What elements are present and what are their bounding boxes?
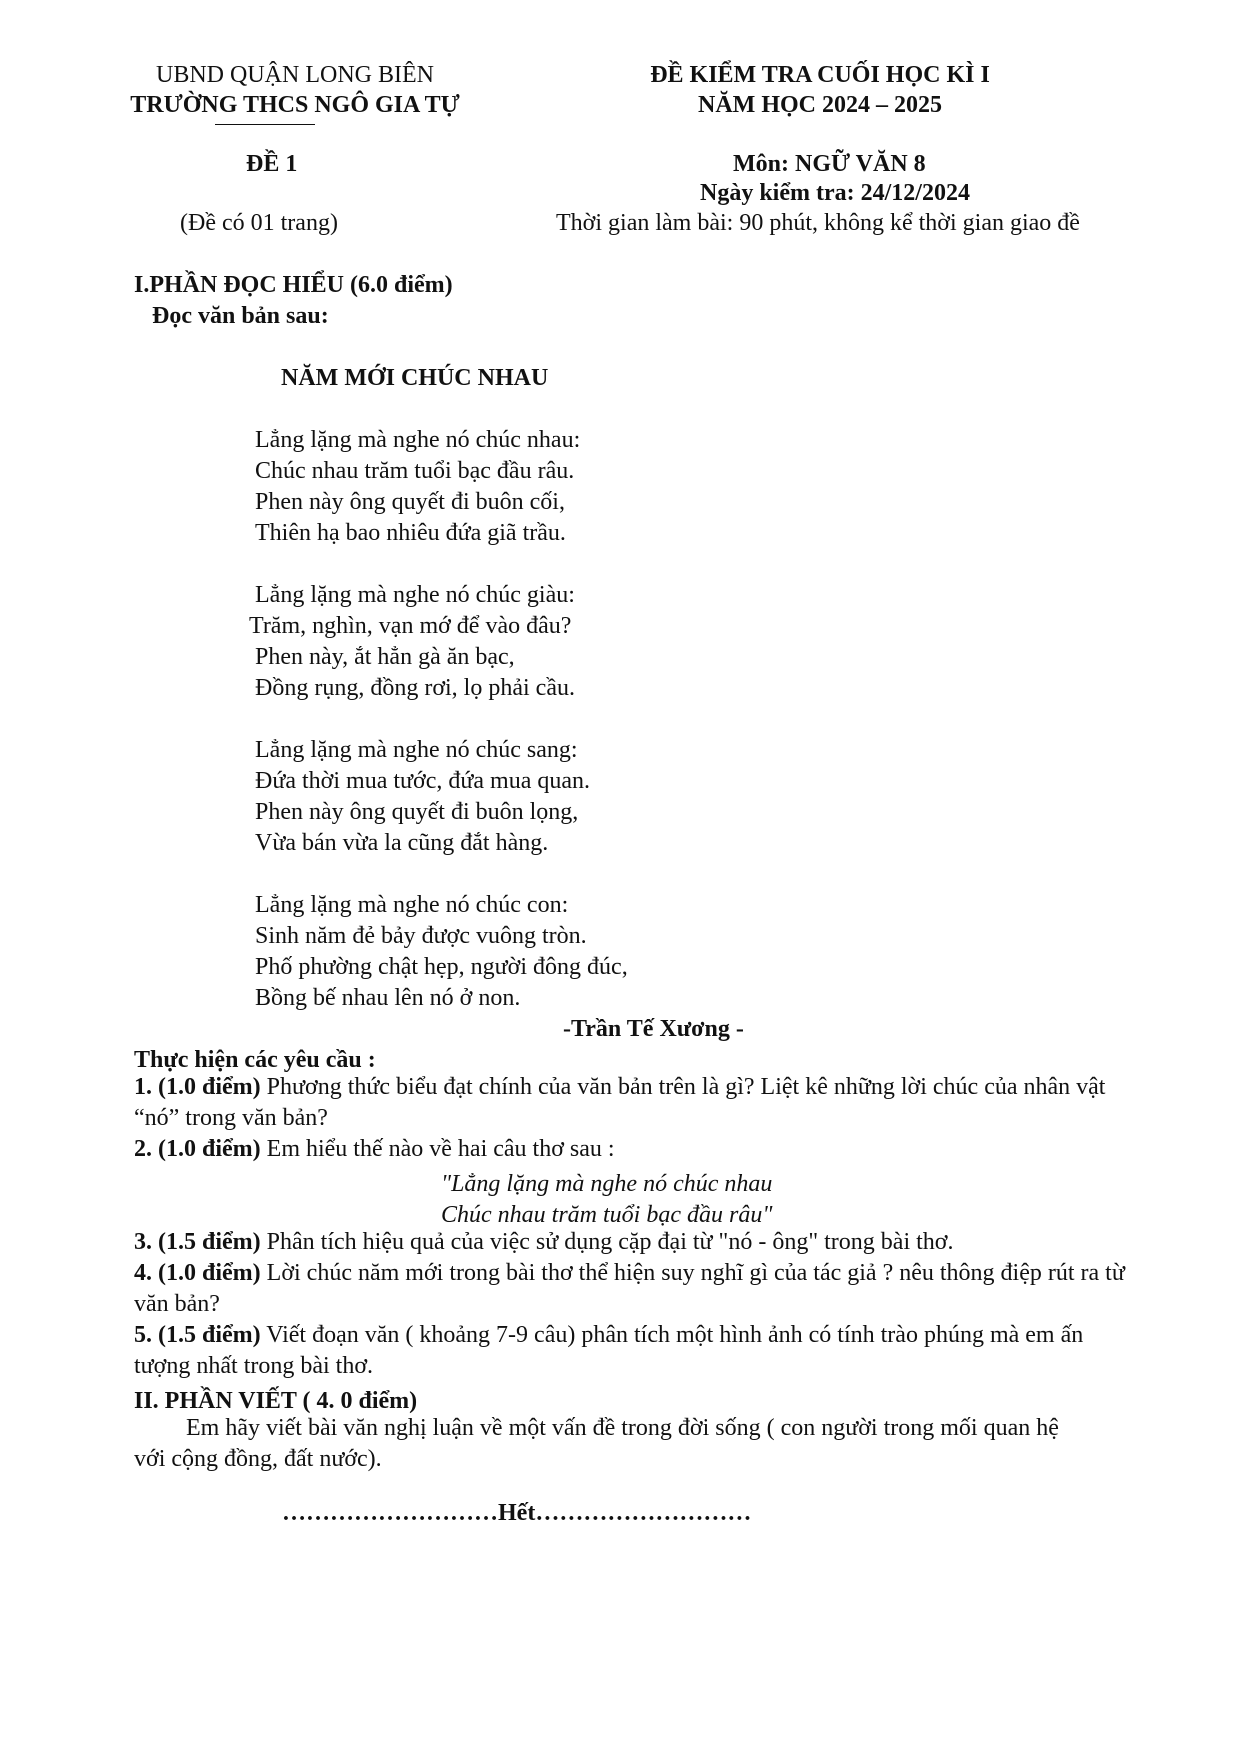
- page-note: (Đề có 01 trang): [180, 210, 338, 236]
- question-2: [134, 1134, 1134, 1165]
- poem-line: Trăm, nghìn, vạn mớ để vào đâu?: [249, 613, 572, 639]
- question-label: 5. (1.5 điểm): [134, 1322, 261, 1348]
- quote-line: Chúc nhau trăm tuổi bạc đầu râu": [441, 1202, 773, 1228]
- question-text: Phân tích hiệu quả của việc sử dụng cặp đại từ "nó - ông" trong bài thơ.: [260, 1229, 954, 1255]
- question-label: 2. (1.0 điểm): [134, 1136, 261, 1162]
- question-3: [134, 1227, 1134, 1258]
- question-label: 1. (1.0 điểm): [134, 1074, 261, 1100]
- reading-instruction: Đọc văn bản sau:: [152, 303, 329, 329]
- poem-line: Bồng bế nhau lên nó ở non.: [255, 985, 521, 1011]
- authority-name: UBND QUẬN LONG BIÊN: [156, 62, 434, 88]
- tasks-heading: Thực hiện các yêu cầu :: [134, 1047, 376, 1073]
- exam-duration: Thời gian làm bài: 90 phút, không kể thời gian giao đề: [556, 210, 1080, 236]
- poem-line: Lẳng lặng mà nghe nó chúc sang:: [255, 737, 578, 763]
- reading-heading: I.PHẦN ĐỌC HIỂU (6.0 điểm): [134, 272, 453, 298]
- poem-line: Sinh năm đẻ bảy được vuông tròn.: [255, 923, 587, 949]
- quote-line: "Lẳng lặng mà nghe nó chúc nhau: [441, 1171, 773, 1197]
- question-1: [134, 1072, 1134, 1134]
- poem-title: NĂM MỚI CHÚC NHAU: [281, 365, 549, 391]
- poem-line: Lẳng lặng mà nghe nó chúc con:: [255, 892, 569, 918]
- poem-author: -Trần Tế Xương -: [563, 1016, 744, 1042]
- exam-code: ĐỀ 1: [246, 151, 298, 177]
- poem-line: Phen này, ắt hẳn gà ăn bạc,: [255, 644, 515, 670]
- writing-heading: II. PHẦN VIẾT ( 4. 0 điểm): [134, 1388, 418, 1414]
- subject: Môn: NGỮ VĂN 8: [733, 151, 926, 177]
- poem-line: Phen này ông quyết đi buôn cối,: [255, 489, 565, 515]
- header-rule: [215, 124, 315, 125]
- end-mark: ………………………Hết………………………: [282, 1500, 752, 1526]
- writing-prompt: Em hãy viết bài văn nghị luận về một vấn đề trong đời sống ( con người trong mối quan hệ với cộng đồng, đất nước).: [134, 1415, 1059, 1472]
- poem-line: Đứa thời mua tước, đứa mua quan.: [255, 768, 590, 794]
- question-5: [134, 1320, 1134, 1382]
- question-text: Em hiểu thế nào về hai câu thơ sau :: [260, 1136, 615, 1162]
- school-year: NĂM HỌC 2024 – 2025: [698, 92, 942, 118]
- poem-line: Lẳng lặng mà nghe nó chúc giàu:: [255, 582, 575, 608]
- poem-line: Vừa bán vừa la cũng đắt hàng.: [255, 830, 549, 856]
- question-text: Lời chúc năm mới trong bài thơ thể hiện suy nghĩ gì của tác giả ? nêu thông điệp rút ra từ văn bản?: [134, 1260, 1125, 1317]
- poem-line: Thiên hạ bao nhiêu đứa giã trầu.: [255, 520, 566, 546]
- question-text: Phương thức biểu đạt chính của văn bản trên là gì? Liệt kê những lời chúc của nhân vật “nó” trong văn bản?: [134, 1074, 1106, 1131]
- poem-line: Phen này ông quyết đi buôn lọng,: [255, 799, 579, 825]
- poem-line: Lẳng lặng mà nghe nó chúc nhau:: [255, 427, 581, 453]
- question-4: [134, 1258, 1134, 1320]
- poem-line: Phố phường chật hẹp, người đông đúc,: [255, 954, 628, 980]
- question-text: Viết đoạn văn ( khoảng 7-9 câu) phân tích một hình ảnh có tính trào phúng mà em ấn tượng nhất trong bài thơ.: [134, 1322, 1084, 1379]
- exam-date: Ngày kiểm tra: 24/12/2024: [700, 180, 970, 206]
- poem-line: Đồng rụng, đồng rơi, lọ phải cầu.: [255, 675, 575, 701]
- poem-line: Chúc nhau trăm tuổi bạc đầu râu.: [255, 458, 575, 484]
- school-name: TRƯỜNG THCS NGÔ GIA TỰ: [130, 92, 460, 118]
- question-label: 4. (1.0 điểm): [134, 1260, 261, 1286]
- exam-title: ĐỀ KIỂM TRA CUỐI HỌC KÌ I: [650, 62, 990, 88]
- question-label: 3. (1.5 điểm): [134, 1229, 261, 1255]
